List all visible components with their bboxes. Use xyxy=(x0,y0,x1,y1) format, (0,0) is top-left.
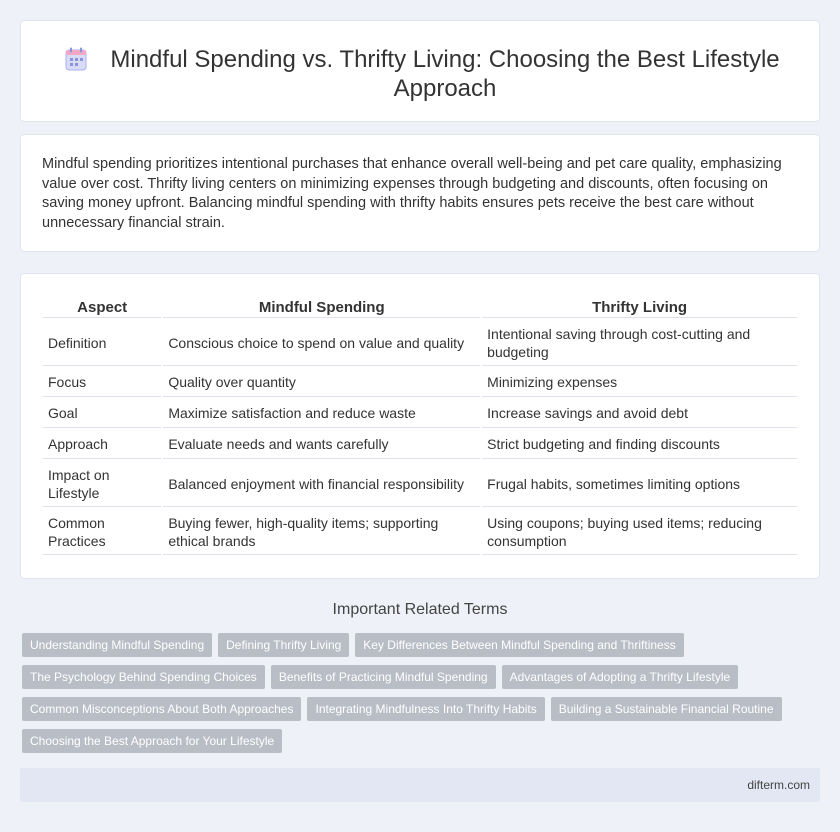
row-aspect: Impact on Lifestyle xyxy=(43,461,161,507)
related-term-tag[interactable]: Building a Sustainable Financial Routine xyxy=(551,697,782,721)
page-title: Mindful Spending vs. Thrifty Living: Choosing the Best Lifestyle Approach xyxy=(110,46,780,102)
row-thrifty: Using coupons; buying used items; reducing consumption xyxy=(482,509,797,555)
intro-paragraph: Mindful spending prioritizes intentional purchases that enhance overall well-being and pet care quality, emphasizing value over cost. Thrifty living centers on minimizing expenses through budgeting and discounts, often focusing on saving money upfront. Balancing mindful spending with thrifty habits ensures pets receive the best care without unnecessary financial strain. xyxy=(42,156,782,231)
footer-site-link[interactable]: difterm.com xyxy=(747,778,810,792)
related-term-tag[interactable]: Benefits of Practicing Mindful Spending xyxy=(271,665,496,689)
table-row xyxy=(43,509,797,555)
footer xyxy=(20,768,820,802)
table-row xyxy=(43,399,797,428)
intro-card xyxy=(20,134,820,252)
row-aspect: Focus xyxy=(43,368,161,397)
related-term-tag[interactable]: Key Differences Between Mindful Spending and Thriftiness xyxy=(355,633,683,657)
row-mindful: Buying fewer, high-quality items; supporting ethical brands xyxy=(163,509,480,555)
header-aspect: Aspect xyxy=(43,296,161,318)
table-row xyxy=(43,461,797,507)
table-row xyxy=(43,320,797,366)
related-term-tag[interactable]: Choosing the Best Approach for Your Lifestyle xyxy=(22,729,282,753)
row-mindful: Maximize satisfaction and reduce waste xyxy=(163,399,480,428)
table-header-row xyxy=(43,296,797,318)
comparison-table xyxy=(41,294,799,557)
related-term-tag[interactable]: Understanding Mindful Spending xyxy=(22,633,212,657)
title-card xyxy=(20,20,820,122)
related-terms-list xyxy=(22,633,802,753)
related-term-tag[interactable]: The Psychology Behind Spending Choices xyxy=(22,665,265,689)
row-mindful: Quality over quantity xyxy=(163,368,480,397)
related-term-tag[interactable]: Advantages of Adopting a Thrifty Lifestyle xyxy=(502,665,739,689)
header-mindful-spending: Mindful Spending xyxy=(163,296,480,318)
row-mindful: Balanced enjoyment with financial responsibility xyxy=(163,461,480,507)
row-thrifty: Intentional saving through cost-cutting and budgeting xyxy=(482,320,797,366)
related-term-tag[interactable]: Defining Thrifty Living xyxy=(218,633,349,657)
row-thrifty: Increase savings and avoid debt xyxy=(482,399,797,428)
row-thrifty: Strict budgeting and finding discounts xyxy=(482,430,797,459)
related-term-tag[interactable]: Common Misconceptions About Both Approaches xyxy=(22,697,301,721)
related-terms-heading: Important Related Terms xyxy=(332,601,508,618)
row-thrifty: Minimizing expenses xyxy=(482,368,797,397)
row-mindful: Evaluate needs and wants carefully xyxy=(163,430,480,459)
row-thrifty: Frugal habits, sometimes limiting options xyxy=(482,461,797,507)
row-aspect: Common Practices xyxy=(43,509,161,555)
header-thrifty-living: Thrifty Living xyxy=(482,296,797,318)
row-aspect: Definition xyxy=(43,320,161,366)
comparison-card xyxy=(20,273,820,579)
row-aspect: Goal xyxy=(43,399,161,428)
row-mindful: Conscious choice to spend on value and quality xyxy=(163,320,480,366)
table-row xyxy=(43,368,797,397)
related-term-tag[interactable]: Integrating Mindfulness Into Thrifty Habits xyxy=(307,697,544,721)
row-aspect: Approach xyxy=(43,430,161,459)
table-row xyxy=(43,430,797,459)
